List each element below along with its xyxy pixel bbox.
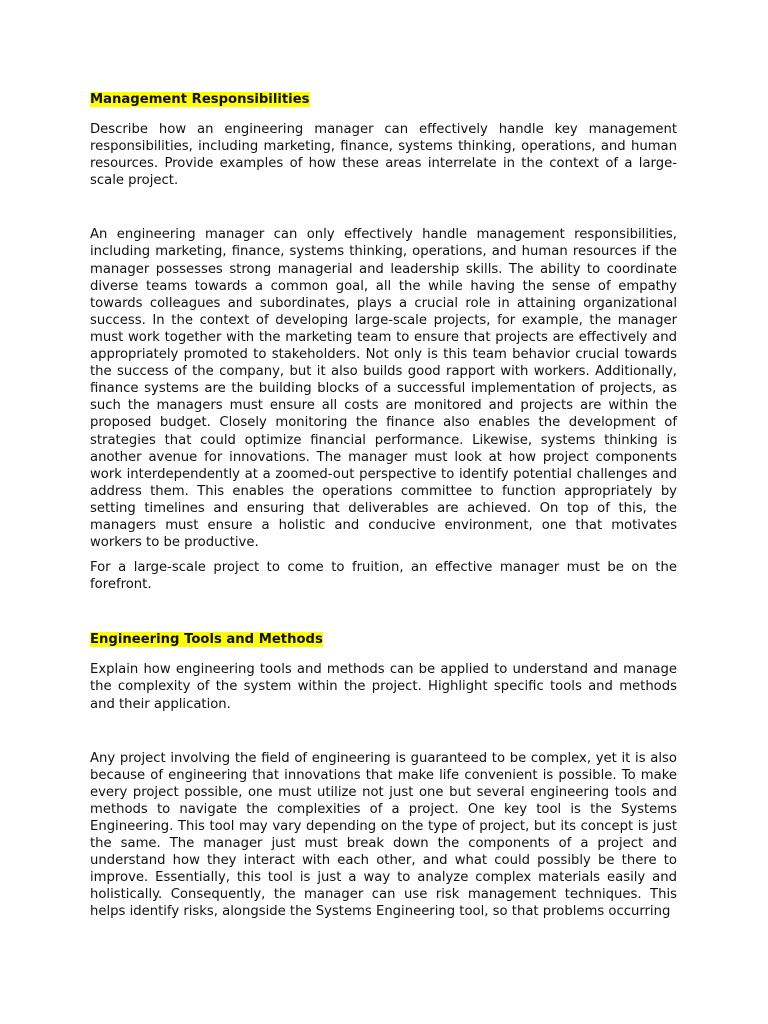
section-engineering-tools xyxy=(90,630,677,920)
section-prompt: Describe how an engineering manager can effectively handle key management responsibilities, including marketing, finance, systems thinking, operations, and human resources. Provide examples of how these areas interrelate in the context of a large-scale project. xyxy=(90,122,677,189)
section-heading xyxy=(90,630,677,650)
section-heading xyxy=(90,90,677,110)
body-paragraph: For a large-scale project to come to fruition, an effective manager must be on the forefront. xyxy=(90,560,677,593)
heading-highlight: Engineering Tools and Methods xyxy=(90,632,323,648)
section-prompt: Explain how engineering tools and methods can be applied to understand and manage the complexity of the system within the project. Highlight specific tools and methods and their application. xyxy=(90,662,677,712)
heading-highlight: Management Responsibilities xyxy=(90,92,310,107)
body-paragraph: An engineering manager can only effectively handle management responsibilities, including marketing, finance, systems thinking, operations, and human resources if the manager possesses strong managerial and leadership skills. The ability to coordinate diverse teams towards a common goal, all the while having the sense of empathy towards colleagues and subordinates, plays a crucial role in attaining organizational success. In the context of developing large-scale projects, for example, the manager must work together with the marketing team to ensure that projects are effectively and appropriately promoted to stakeholders. Not only is this team behavior crucial towards the success of the company, but it also builds good rapport with workers. Additionally, finance systems are the building blocks of a successful implementation of projects, as such the managers must ensure all costs are monitored and projects are within the proposed budget. Closely monitoring the finance also enables the development of strategies that could optimize financial performance. Likewise, systems thinking is another avenue for innovations. The manager must look at how project components work interdependently at a zoomed-out perspective to identify potential challenges and address them. This enables the operations committee to function appropriately by setting timelines and ensuring that deliverables are achieved. On top of this, the managers must ensure a holistic and conducive environment, one that motivates workers to be productive. xyxy=(90,227,677,551)
section-management-responsibilities xyxy=(90,90,677,593)
body-paragraph: Any project involving the field of engineering is guaranteed to be complex, yet it is also because of engineering that innovations that make life convenient is possible. To make every project possible, one must utilize not just one but several engineering tools and methods to navigate the complexities of a project. One key tool is the Systems Engineering. This tool may vary depending on the type of project, but its concept is just the same. The manager just must break down the components of a project and understand how they interact with each other, and what could possibly be there to improve. Essentially, this tool is just a way to analyze complex materials easily and holistically. Consequently, the manager can use risk management techniques. This helps identify risks, alongside the Systems Engineering tool, so that problems occurring xyxy=(90,750,677,920)
document-page xyxy=(90,90,677,929)
